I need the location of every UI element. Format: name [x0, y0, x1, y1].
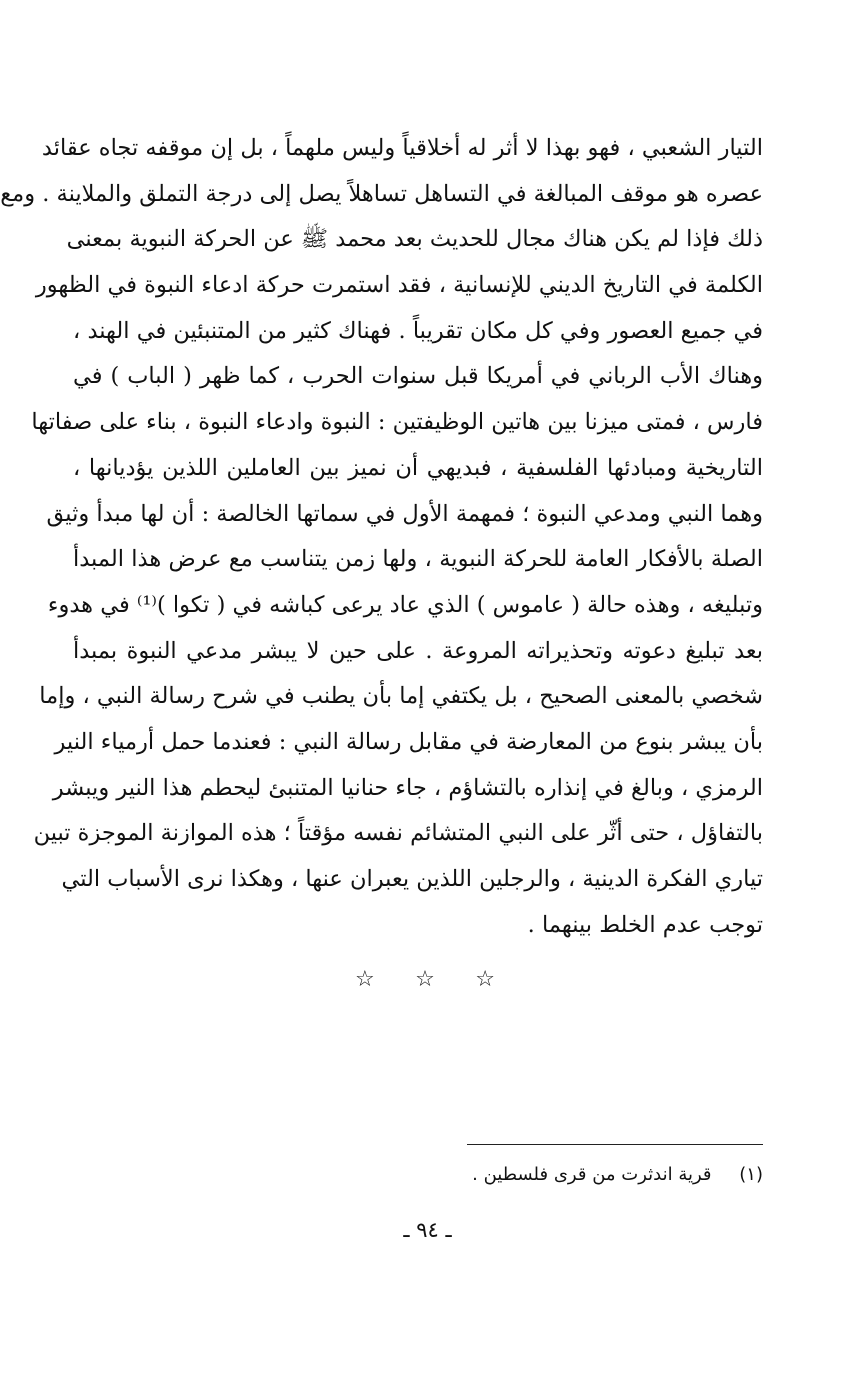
text-line: بأن يبشر بنوع من المعارضة في مقابل رسالة النبي : فعندما حمل أرمياء النير: [54, 728, 763, 755]
footnote-marker: (١): [739, 1164, 763, 1185]
body-text: [0, 126, 763, 948]
star-icon: ☆: [415, 967, 435, 992]
footnote-divider: [467, 1144, 763, 1145]
text-line: التاريخية ومبادئها الفلسفية ، فبديهي أن نميز بين العاملين اللذين يؤديانها ،: [73, 454, 763, 481]
footnote: [73, 1157, 763, 1193]
text-line: وتبليغه ، وهذه حالة ( عاموس ) الذي عاد يرعى كباشه في ( تكوا )⁽¹⁾ في هدوء: [47, 591, 763, 618]
text-line: بعد تبليغ دعوته وتحذيراته المروعة . على حين لا يبشر مدعي النبوة بمبدأ: [73, 637, 763, 664]
text-line: تياري الفكرة الدينية ، والرجلين اللذين يعبران عنها ، وهكذا نرى الأسباب التي: [61, 866, 763, 892]
text-line: التيار الشعبي ، فهو بهذا لا أثر له أخلاقياً وليس ملهماً ، بل إن موقفه تجاه عقائد: [41, 135, 763, 161]
text-line: وهما النبي ومدعي النبوة ؛ فمهمة الأول في سماتها الخالصة : أن لها مبدأ وثيق: [46, 500, 763, 527]
text-line: شخصي بالمعنى الصحيح ، بل يكتفي إما بأن يطنب في شرح رسالة النبي ، وإما: [39, 683, 763, 710]
text-line: وهناك الأب الرباني في أمريكا قبل سنوات الحرب ، كما ظهر ( الباب ) في: [73, 363, 763, 390]
text-line: توجب عدم الخلط بينهما .: [527, 911, 763, 938]
text-line: ذلك فإذا لم يكن هناك مجال للحديث بعد محمد ﷺ عن الحركة النبوية بمعنى: [66, 226, 763, 253]
text-line: الصلة بالأفكار العامة للحركة النبوية ، ولها زمن يتناسب مع عرض هذا المبدأ: [73, 546, 763, 573]
star-icon: ☆: [355, 967, 375, 992]
text-line: عصره هو موقف المبالغة في التساهل تساهلاً يصل إلى درجة التملق والملاينة . ومع: [0, 180, 763, 207]
page-number: ـ ٩٤ ـ: [403, 1218, 452, 1242]
text-line: في جميع العصور وفي كل مكان تقريباً . فهناك كثير من المتنبئين في الهند ،: [73, 317, 763, 344]
star-icon: ☆: [475, 967, 495, 992]
text-line: الكلمة في التاريخ الديني للإنسانية ، فقد استمرت حركة ادعاء النبوة في الظهور: [35, 272, 763, 299]
text-line: فارس ، فمتى ميزنا بين هاتين الوظيفتين : النبوة وادعاء النبوة ، بناء على صفاتها: [31, 409, 763, 436]
footnote-text: قرية اندثرت من قرى فلسطين .: [472, 1164, 712, 1185]
text-line: الرمزي ، وبالغ في إنذاره بالتشاؤم ، جاء حنانيا المتنبئ ليحطم هذا النير ويبشر: [52, 774, 763, 801]
text-line: بالتفاؤل ، حتى أثّر على النبي المتشائم نفسه مؤقتاً ؛ هذه الموازنة الموجزة تبين: [33, 820, 763, 847]
section-separator: [355, 967, 495, 992]
